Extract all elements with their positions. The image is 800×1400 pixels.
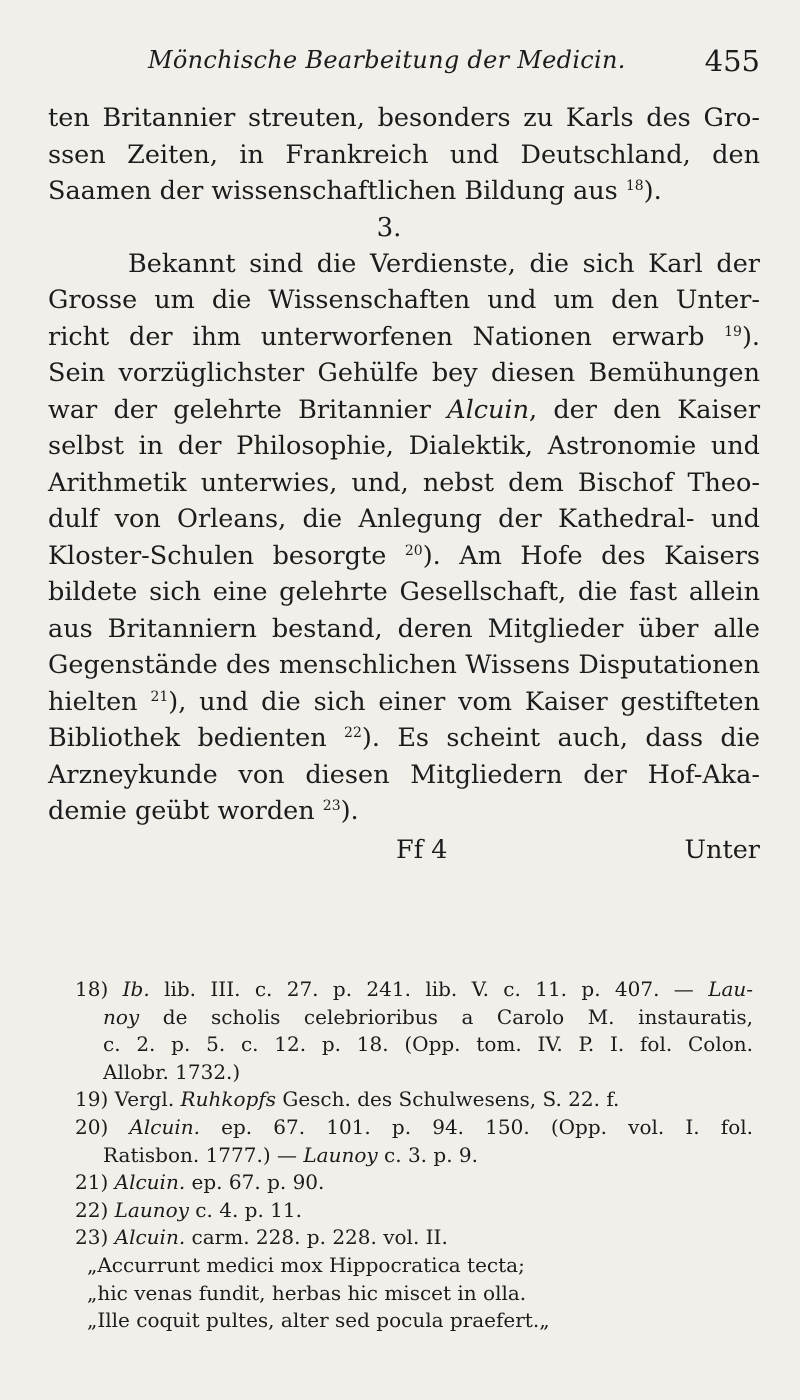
- text-line: Saamen der wissenschaftlichen Bildung aus $^{18}$).: [48, 176, 662, 206]
- text-line: Sein vorzüglichster Gehülfe bey diesen Bemühungen: [48, 358, 760, 388]
- text-line: ten Britannier streuten, besonders zu Karls des Gro-: [48, 103, 760, 133]
- quote-line: „Ille coquit pultes, alter sed pocula praefert.„: [87, 1308, 550, 1333]
- text-line: bildete sich eine gelehrte Gesellschaft, die fast allein: [48, 577, 760, 607]
- footnote-line: c. 2. p. 5. c. 12. p. 18. (Opp. tom. IV. P. I. fol. Colon.: [103, 1032, 753, 1057]
- footnotes: [75, 976, 753, 1335]
- footnote-ref[interactable]: 19: [724, 323, 742, 340]
- quote-line: „hic venas fundit, herbas hic miscet in olla.: [87, 1280, 527, 1305]
- text-line: selbst in der Philosophie, Dialektik, Astronomie und: [48, 431, 760, 461]
- quote-line: „Accurrunt medici mox Hippocratica tecta;: [87, 1252, 525, 1277]
- name-alcuin: Alcuin: [447, 394, 530, 425]
- signature-line: [48, 830, 760, 870]
- main-text: [48, 100, 760, 870]
- catchword: Unter: [684, 834, 760, 865]
- text-line: demie geübt worden $^{23}$).: [48, 796, 359, 826]
- footnote-ref[interactable]: 18: [625, 178, 644, 194]
- footnote-22: 22) Launoy c. 4. p. 11.: [75, 1197, 302, 1222]
- text-line: hielten $^{21}$), und die sich einer vom Kaiser gestifteten: [48, 686, 760, 717]
- text-line: Bekannt sind die Verdienste, die sich Karl der: [128, 248, 760, 279]
- footnote-line: noy de scholis celebrioribus a Carolo M. instauratis,: [103, 1004, 754, 1029]
- footnote-line: Allobr. 1732.): [103, 1059, 241, 1084]
- text-line: war der gelehrte Britannier Alcuin, der den Kaiser: [48, 394, 761, 425]
- text-line: dulf von Orleans, die Anlegung der Kathedral- und: [48, 504, 760, 534]
- text-line: aus Britanniern bestand, deren Mitglieder über alle: [48, 613, 760, 644]
- text-line: richt der ihm unterworfenen Nationen erwarb $^{19}$).: [48, 321, 760, 352]
- footnote-23: 23) Alcuin. carm. 228. p. 228. vol. II.: [75, 1225, 448, 1250]
- text-line: ssen Zeiten, in Frankreich und Deutschland, den: [48, 139, 760, 170]
- running-title: Mönchische Bearbeitung der Medicin.: [148, 46, 626, 74]
- footnote-18: 18) Ib. lib. III. c. 27. p. 241. lib. V. c. 11. p. 407. — Lau-: [75, 977, 754, 1001]
- footnote-ref[interactable]: 23: [322, 798, 341, 814]
- text-line: Arithmetik unterwies, und, nebst dem Bischof Theo-: [48, 467, 760, 498]
- text-line: Arzneykunde von diesen Mitgliedern der Hof-Aka-: [48, 759, 760, 790]
- footnote-ref[interactable]: 22: [344, 725, 362, 741]
- running-header: [148, 44, 760, 84]
- signature-mark: Ff 4: [396, 834, 448, 865]
- footnote-ref[interactable]: 20: [404, 542, 423, 559]
- footnote-19: 19) Vergl. Ruhkopfs Gesch. des Schulwesens, S. 22. f.: [75, 1087, 620, 1112]
- text-line: Gegenstände des menschlichen Wissens Disputationen: [48, 650, 760, 680]
- text-line: Kloster-Schulen besorgte $^{20}$). Am Hofe des Kaisers: [48, 540, 760, 571]
- footnote-line: Ratisbon. 1777.) — Launoy c. 3. p. 9.: [103, 1142, 478, 1167]
- footnote-21: 21) Alcuin. ep. 67. p. 90.: [75, 1170, 325, 1195]
- footnote-ref[interactable]: 21: [150, 688, 169, 705]
- page-number: 455: [704, 44, 760, 78]
- section-number: 3.: [376, 212, 402, 243]
- text-line: Grosse um die Wissenschaften und um den Unter-: [48, 285, 760, 315]
- footnote-20: 20) Alcuin. ep. 67. 101. p. 94. 150. (Opp. vol. I. fol.: [75, 1114, 754, 1139]
- text-line: Bibliothek bedienten $^{22}$). Es scheint auch, dass die: [48, 723, 760, 753]
